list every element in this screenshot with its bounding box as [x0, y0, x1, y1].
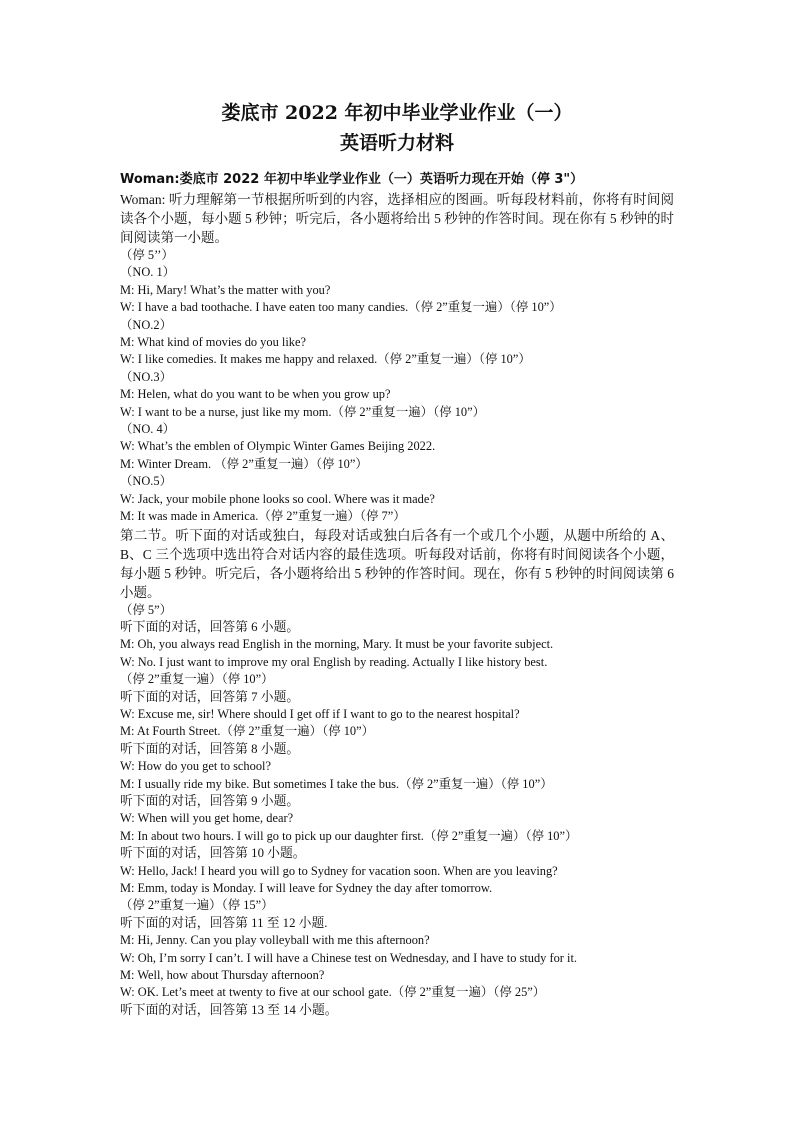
transcript-line: M: In about two hours. I will go to pick up our daughter first.（停 2”重复一遍）（停 10”）: [120, 828, 578, 843]
transcript-line: W: How do you get to school?: [120, 759, 271, 774]
question-prompt: 听下面的对话，回答第 7 小题。: [120, 689, 300, 704]
transcript-line: W: I want to be a nurse, just like my mom.（停 2”重复一遍）（停 10”）: [120, 404, 486, 419]
transcript-line: （NO.5）: [120, 474, 172, 489]
transcript-line: M: At Fourth Street.（停 2”重复一遍）（停 10”）: [120, 724, 374, 739]
transcript-line: W: Jack, your mobile phone looks so cool. Where was it made?: [120, 491, 435, 506]
question-prompt: 听下面的对话，回答第 8 小题。: [120, 741, 300, 756]
transcript-line: W: No. I just want to improve my oral English by reading. Actually I like history best.: [120, 654, 548, 669]
transcript-line: （NO.2）: [120, 317, 172, 332]
transcript-line: （停 5”）: [120, 602, 172, 617]
transcript-line: W: I like comedies. It makes me happy and relaxed.（停 2”重复一遍）（停 10”）: [120, 352, 531, 367]
document-subtitle: 英语听力材料: [339, 132, 454, 154]
transcript-line: M: What kind of movies do you like?: [120, 335, 306, 350]
transcript-line: W: Excuse me, sir! Where should I get off if I want to go to the nearest hospital?: [120, 706, 520, 721]
transcript-line: W: I have a bad toothache. I have eaten too many candies.（停 2”重复一遍）（停 10”）: [120, 300, 562, 315]
transcript-line: M: I usually ride my bike. But sometimes I take the bus.（停 2”重复一遍）（停 10”）: [120, 776, 553, 791]
question-prompt: 听下面的对话，回答第 10 小题。: [120, 846, 306, 861]
transcript-line: （停 2”重复一遍）（停 15”）: [120, 898, 274, 913]
transcript-line: W: OK. Let’s meet at twenty to five at our school gate.（停 2”重复一遍）（停 25”）: [120, 985, 546, 1000]
transcript-line: M: Emm, today is Monday. I will leave for Sydney the day after tomorrow.: [120, 881, 493, 895]
transcript-line: M: Well, how about Thursday afternoon?: [120, 968, 325, 983]
transcript-line: （停 2”重复一遍）（停 10”）: [120, 672, 274, 687]
section1-intro: Woman: 听力理解第一节根据所听到的内容，选择相应的图画。听每段材料前，你将有时间阅读各个小题，每小题 5 秒钟；听完后，各小题将给出 5 秒钟的作答时间。现在你有 5 秒钟的时间阅读第一小题。: [120, 192, 674, 245]
document-title: 娄底市 2022 年初中毕业学业作业（一）: [221, 102, 573, 124]
section2-transcript: [120, 602, 674, 1020]
transcript-line: M: It was made in America.（停 2”重复一遍）（停 7”）: [120, 509, 406, 524]
transcript-line: M: Oh, you always read English in the morning, Mary. It must be your favorite subject.: [120, 637, 554, 652]
section2-intro: 第二节。听下面的对话或独白，每段对话或独白后各有一个或几个小题，从题中所给的 A、B、C 三个选项中选出符合对话内容的最佳选项。听每段对话前，你将有时间阅读各个小题，每小题 5 秒钟。听完后，各小题将给出 5 秒钟的作答时间。现在，你有 5 秒钟的时间阅读第 6 小题。: [120, 527, 674, 600]
transcript-line: （NO. 4）: [120, 422, 176, 437]
transcript-line: W: Hello, Jack! I heard you will go to Sydney for vacation soon. When are you leaving?: [120, 863, 558, 878]
transcript-line: （NO. 1）: [120, 265, 176, 280]
transcript-line: （停 5’’）: [120, 248, 174, 262]
section1-transcript: [120, 247, 674, 526]
question-prompt: 听下面的对话，回答第 11 至 12 小题.: [120, 915, 328, 930]
transcript-line: M: Hi, Mary! What’s the matter with you?: [120, 282, 331, 297]
transcript-line: W: Oh, I’m sorry I can’t. I will have a Chinese test on Wednesday, and I have to study for it.: [120, 950, 577, 965]
transcript-line: M: Winter Dream. （停 2”重复一遍）（停 10”）: [120, 456, 368, 471]
transcript-line: M: Helen, what do you want to be when you grow up?: [120, 387, 391, 402]
question-prompt: 听下面的对话，回答第 6 小题。: [120, 619, 300, 634]
question-prompt: 听下面的对话，回答第 13 至 14 小题。: [120, 1002, 338, 1017]
lead-announcement: Woman:娄底市 2022 年初中毕业学业作业（一）英语听力现在开始（停 3"）: [120, 172, 584, 187]
question-prompt: 听下面的对话，回答第 9 小题。: [120, 793, 300, 808]
transcript-line: M: Hi, Jenny. Can you play volleyball with me this afternoon?: [120, 933, 430, 948]
transcript-line: W: What’s the emblen of Olympic Winter Games Beijing 2022.: [120, 439, 436, 454]
transcript-line: （NO.3）: [120, 369, 172, 384]
transcript-line: W: When will you get home, dear?: [120, 811, 294, 826]
